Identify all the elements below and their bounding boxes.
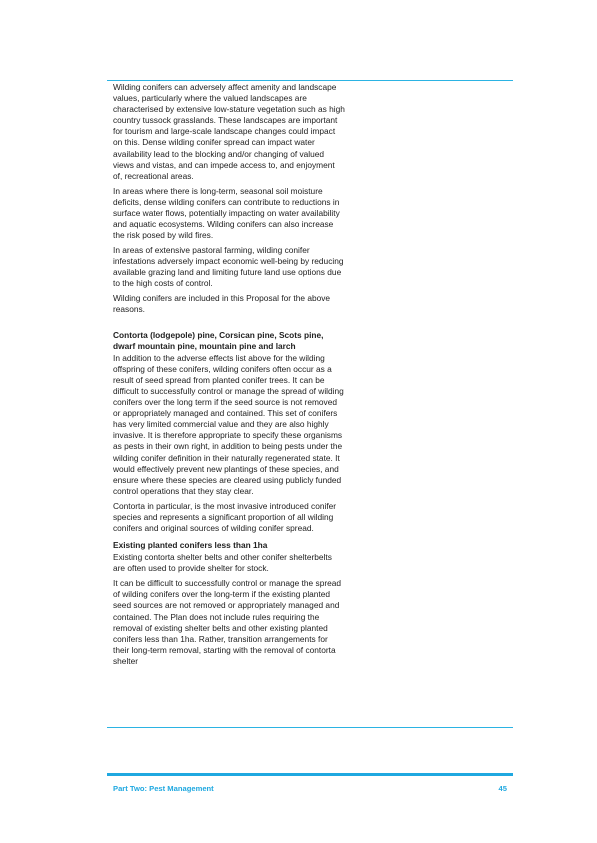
body-text (113, 82, 345, 671)
paragraph: In areas where there is long-term, seasonal soil moisture deficits, dense wilding conifers can contribute to reductions in surface water flows, potentially impacting on water availability and aquatic ecosystems. Wilding conifers can also increase the risk posed by wild fires. (113, 185, 340, 241)
paragraph: Wilding conifers are included in this Proposal for the above reasons. (113, 293, 331, 315)
paragraph: Contorta in particular, is the most invasive introduced conifer species and represents a significant proportion of all wilding conifers and original sources of wilding conifer spread. (113, 500, 337, 534)
footer-section-title: Part Two: Pest Management (113, 784, 214, 793)
paragraph: Wilding conifers can adversely affect amenity and landscape values, particularly where the valued landscapes are characterised by extensive low-stature vegetation such as high country tussock grasslands. These landscapes are important for tourism and large-scale landscape changes could impact on this. Dense wilding conifer spread can impact water availability lead to the blocking and/or changing of valued views and vistas, and can impede access to, and enjoyment of, recreational areas. (113, 82, 345, 181)
footer-rule (107, 773, 513, 776)
section-heading: Existing planted conifers less than 1ha (113, 540, 268, 551)
page-number: 45 (498, 784, 507, 793)
paragraph: Existing contorta shelter belts and other conifer shelterbelts are often used to provide shelter for stock. (113, 552, 332, 574)
section-heading: Contorta (lodgepole) pine, Corsican pine, Scots pine, dwarf mountain pine, mountain pine and larch (113, 329, 324, 351)
paragraph: In areas of extensive pastoral farming, wilding conifer infestations adversely impact economic well-being by reducing available grazing land and limiting future land use options due to the high costs of control. (113, 245, 344, 289)
paragraph: It can be difficult to successfully control or manage the spread of wilding conifers over the long-term if the existing planted seed sources are not removed or appropriately managed and contained. The Plan does not include rules requiring the removal of existing shelter belts and other existing planted conifers less than 1ha. Rather, transition arrangements for their long-term removal, starting with the removal of contorta shelter (113, 578, 342, 666)
paragraph: In addition to the adverse effects list above for the wilding offspring of these conifers, wilding conifers often occur as a result of seed spread from planted conifer trees. It can be difficult to successfully control or manage the spread of wilding conifers over the long term if the seed source is not removed or appropriately managed and contained. This set of conifers has very limited commercial value and they are also highly invasive. It is therefore appropriate to specify these organisms as pests in their own right, in addition to being pests under the wilding conifer definition in their naturally regenerated state. It would effectively prevent new plantings of these species, and ensure where these species are cleared using publicly funded control operations that they stay clear. (113, 352, 344, 496)
top-rule (107, 80, 513, 81)
bottom-rule (107, 727, 513, 728)
